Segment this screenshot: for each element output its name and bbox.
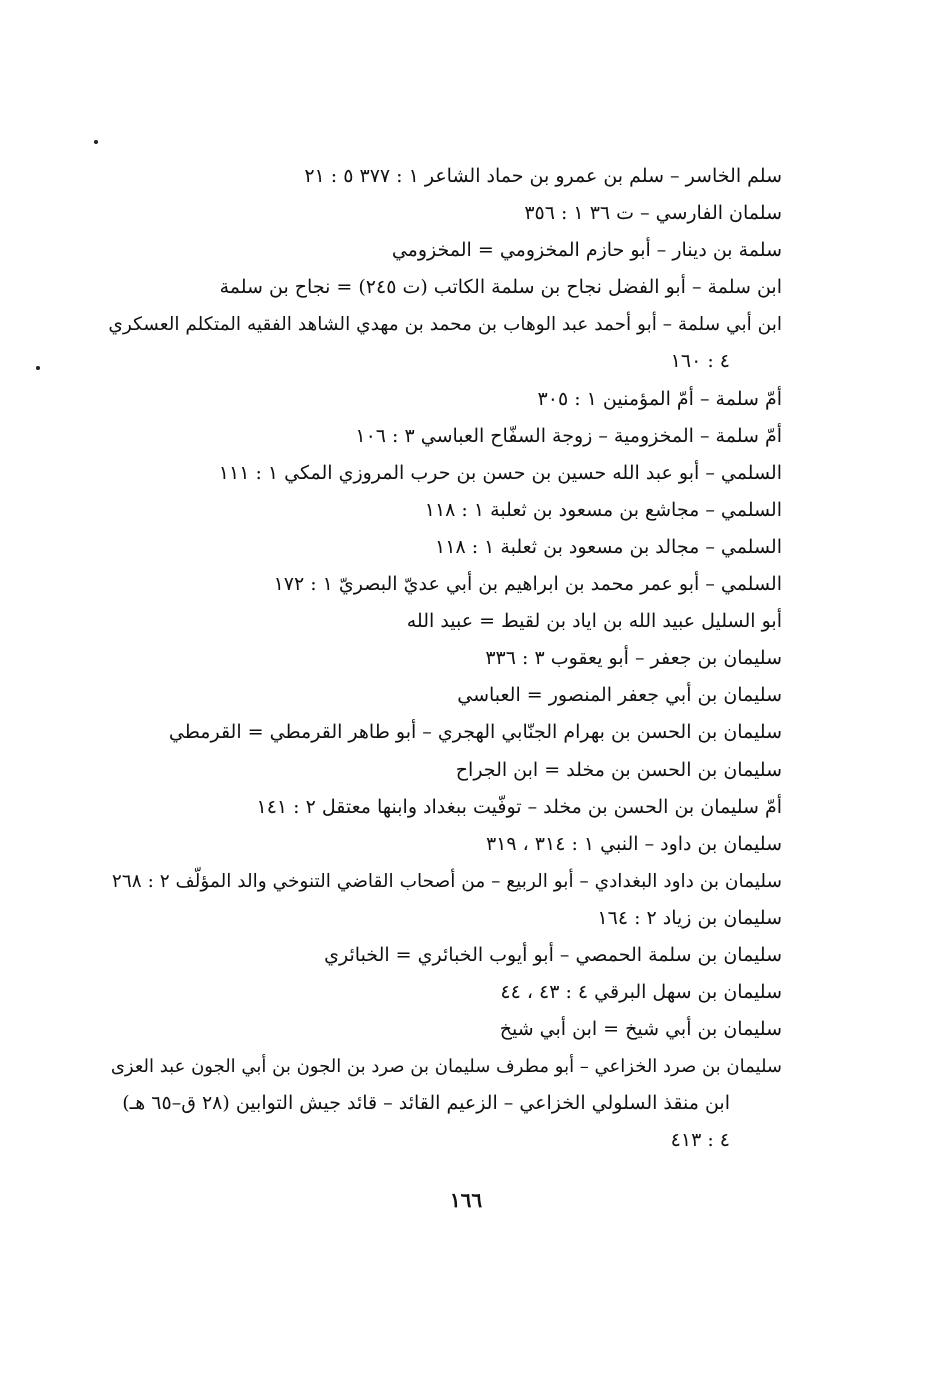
speck-mark (94, 140, 98, 144)
index-entries (100, 158, 782, 1160)
index-entry: سلم الخاسر – سلم بن عمرو بن حماد الشاعر ١ : ٣٧٧ ٥ : ٢١ (304, 165, 782, 187)
index-entry: سليمان بن الحسن بن بهرام الجنّابي الهجري – أبو طاهر القرمطي = القرمطي (168, 721, 782, 744)
index-entry-continuation: ابن منقذ السلولي الخزاعي – الزعيم القائد – قائد جيش التوابين (٢٨ ق–٦٥ هـ) (122, 1092, 730, 1115)
index-entry: السلمي – أبو عمر محمد بن ابراهيم بن أبي عديّ البصريّ ١ : ١٧٢ (273, 573, 782, 596)
index-entry: سليمان بن صرد الخزاعي – أبو مطرف سليمان بن صرد بن الجون بن أبي الجون عبد العزى (110, 1056, 782, 1078)
index-entry: سلمة بن دينار – أبو حازم المخزومي = المخزومي (391, 239, 782, 262)
index-entry: أبو السليل عبيد الله بن اياد بن لقيط = عبيد الله (406, 610, 782, 633)
index-entry-continuation: ٤ : ١٦٠ (670, 350, 730, 373)
index-entry: سليمان بن أبي شيخ = ابن أبي شيخ (499, 1018, 782, 1041)
index-entry: سليمان بن داود – النبي ١ : ٣١٤ ، ٣١٩ (485, 832, 782, 855)
index-entry: سليمان بن سلمة الحمصي – أبو أيوب الخبائري = الخبائري (324, 943, 782, 966)
index-entry: أمّ سلمة – المخزومية – زوجة السفّاح العباسي ٣ : ١٠٦ (355, 424, 782, 447)
index-entry: ابن سلمة – أبو الفضل نجاح بن سلمة الكاتب (ت ٢٤٥) = نجاح بن سلمة (219, 276, 782, 299)
index-entry: سليمان بن أبي جعفر المنصور = العباسي (457, 684, 782, 707)
page-number: ١٦٦ (449, 1188, 483, 1212)
index-entry: سليمان بن زياد ٢ : ١٦٤ (597, 906, 782, 929)
index-entry: السلمي – مجاشع بن مسعود بن ثعلبة ١ : ١١٨ (424, 498, 782, 521)
index-entry: سليمان بن الحسن بن مخلد = ابن الجراح (455, 758, 782, 781)
index-entry: سليمان بن داود البغدادي – أبو الربيع – من أصحاب القاضي التنوخي والد المؤلّف ٢ : ٢٦٨ (111, 870, 782, 892)
index-entry: ابن أبي سلمة – أبو أحمد عبد الوهاب بن محمد بن مهدي الشاهد الفقيه المتكلم العسكري (108, 314, 782, 336)
index-entry: أمّ سلمة – أمّ المؤمنين ١ : ٣٠٥ (537, 387, 782, 410)
index-entry: أمّ سليمان بن الحسن بن مخلد – توفّيت ببغداد وابنها معتقل ٢ : ١٤١ (256, 795, 782, 818)
index-entry: السلمي – أبو عبد الله حسين بن حسن بن حرب المروزي المكي ١ : ١١١ (218, 461, 782, 484)
index-entry: سلمان الفارسي – ت ٣٦ ١ : ٣٥٦ (524, 202, 782, 225)
index-entry: سليمان بن سهل البرقي ٤ : ٤٣ ، ٤٤ (500, 981, 782, 1004)
speck-mark (36, 366, 40, 370)
index-entry: السلمي – مجالد بن مسعود بن ثعلبة ١ : ١١٨ (435, 535, 782, 558)
index-entry: سليمان بن جعفر – أبو يعقوب ٣ : ٣٣٦ (485, 647, 782, 670)
index-entry-continuation: ٤ : ٤١٣ (670, 1129, 730, 1152)
